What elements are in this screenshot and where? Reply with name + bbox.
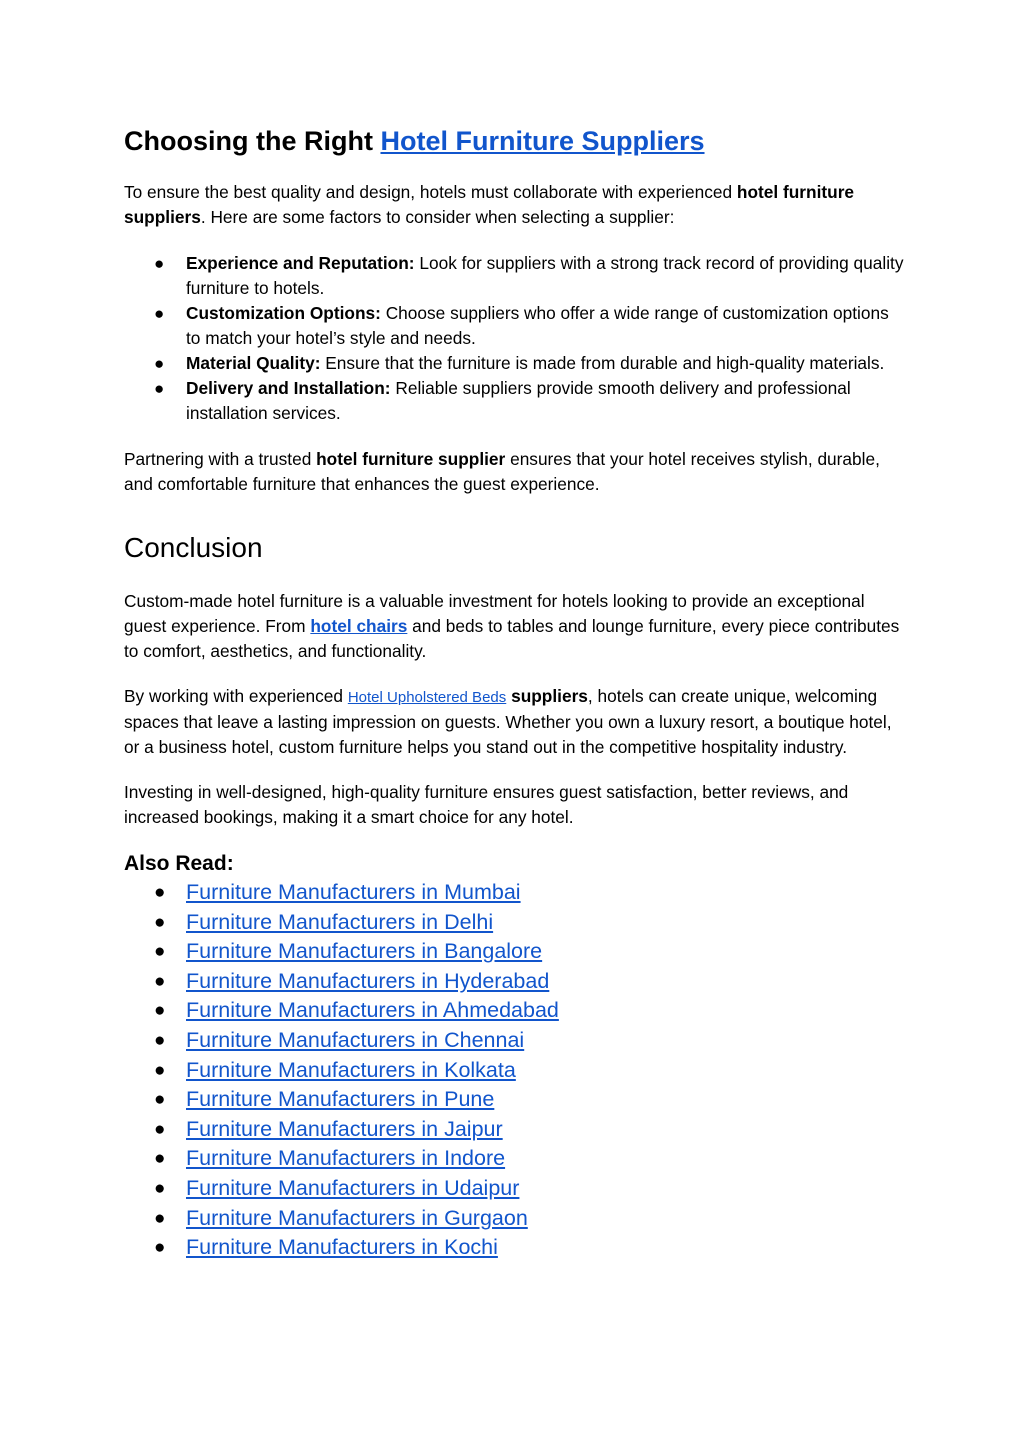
- intro-text: To ensure the best quality and design, hotels must collaborate with experienced: [124, 182, 733, 202]
- document-page: [124, 118, 904, 1263]
- hotel-chairs-link[interactable]: hotel chairs: [310, 616, 408, 636]
- factors-list: [124, 251, 904, 426]
- conclusion-paragraph-3: Investing in well-designed, high-quality furniture ensures guest satisfaction, better reviews, and increased bookings, making it a smart choice for any hotel.: [124, 782, 849, 827]
- list-item: [124, 251, 904, 301]
- paragraph-text: , hotels can create unique, welcoming spaces that leave a lasting impression on guests. Whether you own a luxury resort, a boutique hotel, or a business hotel, custom furniture helps you stand out in the competitive hospitality industry.: [124, 686, 892, 757]
- list-item: [124, 351, 904, 376]
- list-item: [124, 1056, 904, 1086]
- bullet-icon: ●: [154, 970, 166, 992]
- bullet-icon: ●: [154, 1000, 166, 1022]
- bullet-icon: ●: [154, 1089, 166, 1111]
- also-read-link-udaipur[interactable]: Furniture Manufacturers in Udaipur: [186, 1175, 520, 1200]
- intro-bold-text: hotel furniture suppliers: [124, 182, 855, 227]
- list-item: [124, 301, 904, 351]
- also-read-link-indore[interactable]: Furniture Manufacturers in Indore: [186, 1146, 506, 1171]
- factor-text: Ensure that the furniture is made from durable and high-quality materials.: [325, 353, 885, 373]
- closing-paragraph: [124, 447, 904, 497]
- also-read-link-bangalore[interactable]: Furniture Manufacturers in Bangalore: [186, 939, 543, 964]
- also-read-link-delhi[interactable]: Furniture Manufacturers in Delhi: [186, 909, 494, 934]
- also-read-link-hyderabad[interactable]: Furniture Manufacturers in Hyderabad: [186, 968, 550, 993]
- intro-text-end: . Here are some factors to consider when selecting a supplier:: [200, 207, 675, 227]
- factor-text: Look for suppliers with a strong track record of providing quality furniture to hotels.: [186, 253, 904, 298]
- bullet-icon: ●: [154, 1237, 166, 1259]
- list-item: [124, 1144, 904, 1174]
- also-read-link-pune[interactable]: Furniture Manufacturers in Pune: [186, 1087, 495, 1112]
- also-read-link-gurgaon[interactable]: Furniture Manufacturers in Gurgaon: [186, 1205, 528, 1230]
- list-item: [124, 1115, 904, 1145]
- also-read-link-kochi[interactable]: Furniture Manufacturers in Kochi: [186, 1235, 498, 1260]
- list-item: [124, 1026, 904, 1056]
- bullet-icon: ●: [154, 911, 166, 933]
- factor-title: Material Quality:: [186, 353, 321, 373]
- also-read-link-ahmedabad[interactable]: Furniture Manufacturers in Ahmedabad: [186, 998, 559, 1023]
- section-heading-suppliers: [124, 118, 904, 164]
- list-item: [124, 908, 904, 938]
- bullet-icon: ●: [154, 1029, 166, 1051]
- bullet-icon: ●: [154, 1207, 166, 1229]
- closing-text-end: ensures that your hotel receives stylish, durable, and comfortable furniture that enhances the guest experience.: [124, 449, 880, 494]
- also-read-heading: Also Read:: [124, 852, 234, 875]
- bullet-icon: ●: [154, 1177, 166, 1199]
- conclusion-paragraph-1: [124, 589, 904, 664]
- bullet-icon: ●: [154, 254, 165, 273]
- bullet-icon: ●: [154, 1148, 166, 1170]
- intro-paragraph: [124, 180, 904, 230]
- paragraph-text: Custom-made hotel furniture is a valuable investment for hotels looking to provide an exceptional guest experience. From: [124, 591, 865, 636]
- list-item: [124, 878, 904, 908]
- hotel-upholstered-beds-link[interactable]: Hotel Upholstered Beds: [347, 689, 507, 706]
- heading-prefix: Choosing the Right: [124, 126, 373, 156]
- list-item: [124, 1204, 904, 1234]
- conclusion-paragraph-2: [124, 684, 904, 760]
- also-read-link-mumbai[interactable]: Furniture Manufacturers in Mumbai: [186, 880, 521, 904]
- factor-title: Delivery and Installation:: [186, 378, 391, 398]
- paragraph-text: and beds to tables and lounge furniture, every piece contributes to comfort, aesthetics, and functionality.: [124, 616, 900, 661]
- list-item: [124, 937, 904, 967]
- also-read-list: [124, 878, 904, 1263]
- bullet-icon: ●: [154, 304, 165, 323]
- factor-title: Customization Options:: [186, 303, 381, 323]
- list-item: [124, 996, 904, 1026]
- bullet-icon: ●: [154, 379, 165, 398]
- bullet-icon: ●: [154, 941, 166, 963]
- list-item: [124, 1233, 904, 1263]
- list-item: [124, 1085, 904, 1115]
- list-item: [124, 376, 904, 426]
- also-read-link-chennai[interactable]: Furniture Manufacturers in Chennai: [186, 1027, 525, 1052]
- conclusion-heading: Conclusion: [124, 532, 263, 563]
- also-read-link-kolkata[interactable]: Furniture Manufacturers in Kolkata: [186, 1057, 516, 1082]
- bullet-icon: ●: [154, 354, 165, 373]
- hotel-furniture-suppliers-link[interactable]: Hotel Furniture Suppliers: [380, 126, 705, 156]
- factor-text: Choose suppliers who offer a wide range of customization options to match your hotel’s style and needs.: [186, 303, 889, 348]
- factor-title: Experience and Reputation:: [186, 253, 415, 273]
- bullet-icon: ●: [154, 1118, 166, 1140]
- list-item: [124, 967, 904, 997]
- closing-text: Partnering with a trusted: [124, 449, 312, 469]
- bullet-icon: ●: [154, 1059, 166, 1081]
- paragraph-text: By working with experienced: [124, 686, 344, 706]
- bullet-icon: ●: [154, 882, 166, 903]
- list-item: [124, 1174, 904, 1204]
- factor-text: Reliable suppliers provide smooth delivery and professional installation services.: [186, 378, 851, 423]
- suppliers-bold-text: suppliers: [511, 686, 588, 706]
- also-read-link-jaipur[interactable]: Furniture Manufacturers in Jaipur: [186, 1116, 503, 1141]
- closing-bold-text: hotel furniture supplier: [316, 449, 506, 469]
